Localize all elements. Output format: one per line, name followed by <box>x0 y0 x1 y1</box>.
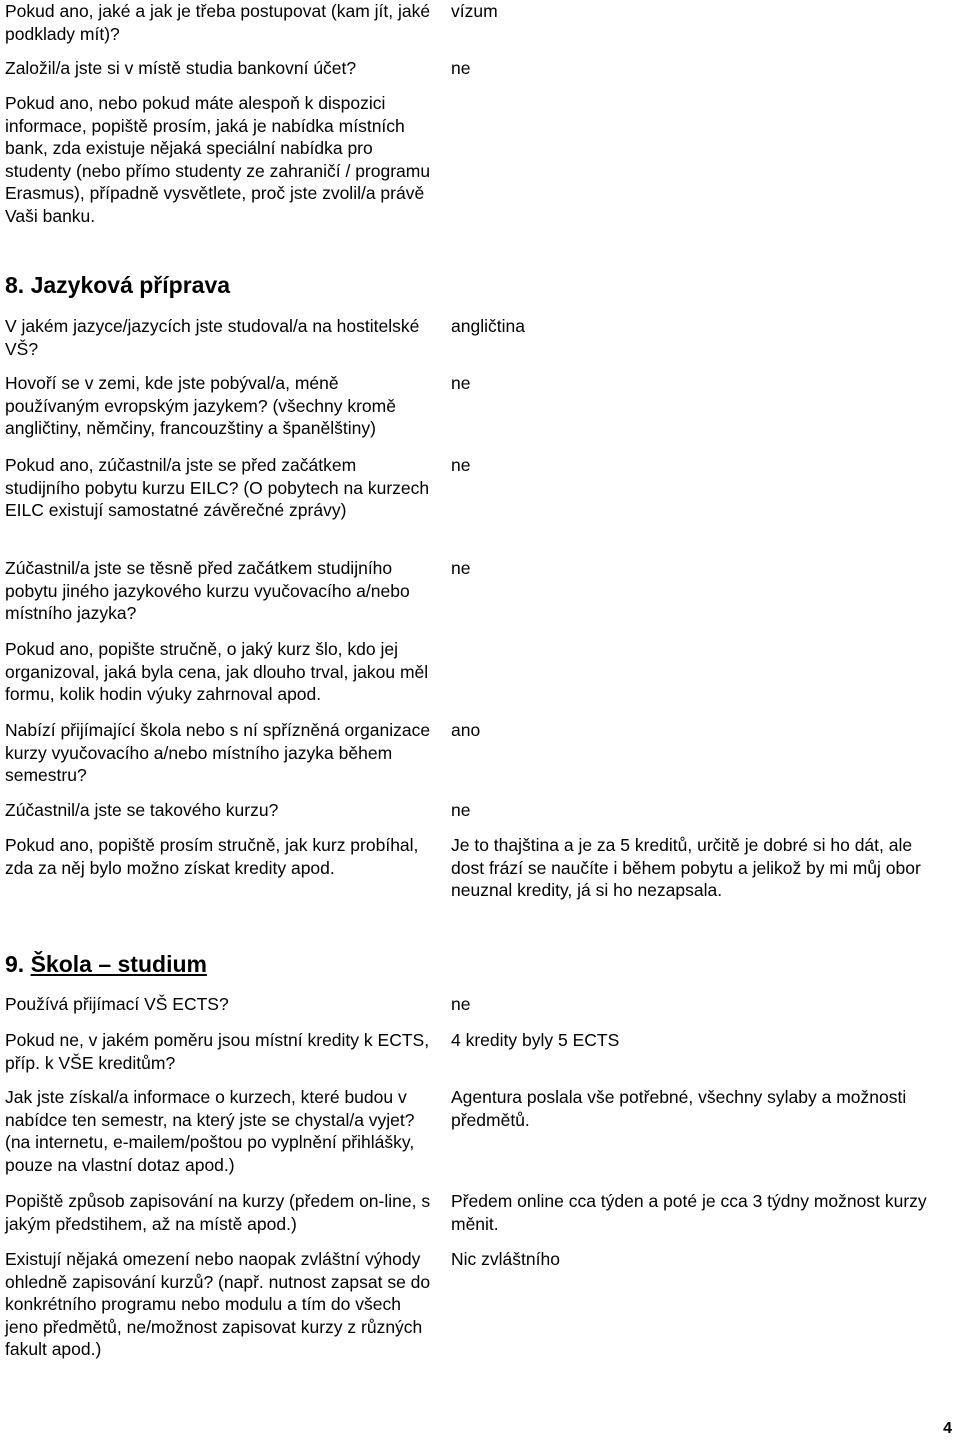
question-credit-ratio: Pokud ne, v jakém poměru jsou místní kredity k ECTS, příp. k VŠE kreditům? <box>5 1030 430 1073</box>
question-course-details: Pokud ano, popiště prosím stručně, jak kurz probíhal, zda za něj bylo možno získat kredity apod. <box>5 835 419 878</box>
question-eilc-course: Pokud ano, zúčastnil/a jste se před začátkem studijního pobytu kurzu EILC? (O pobytech na kurzech EILC existují samostatné závěrečné zprávy) <box>5 455 430 520</box>
question-bank-offer: Pokud ano, nebo pokud máte alespoň k dispozici informace, popiště prosím, jaká je nabídka místních bank, zda existuje nějaká speciální nabídka pro studenty (nebo přímo studenty ze zahraničí / programu Erasmus), případně vysvětlete, proč jste zvolil/a právě Vaši banku. <box>5 93 431 226</box>
answer-enrollment-method: Předem online cca týden a poté je cca 3 týdny možnost kurzy měnit. <box>451 1191 927 1234</box>
question-visa-procedure: Pokud ano, jaké a jak je třeba postupovat (kam jít, jaké podklady mít)? <box>5 1 431 44</box>
question-attended-course: Zúčastnil/a jste se takového kurzu? <box>5 800 279 820</box>
answer-semester-language-course: ano <box>451 720 481 740</box>
question-enrollment-method: Popiště způsob zapisování na kurzy (předem on-line, s jakým předstihem, až na místě apod.) <box>5 1191 431 1234</box>
question-other-language-course: Zúčastnil/a jste se těsně před začátkem studijního pobytu jiného jazykového kurzu vyučovacího a/nebo místního jazyka? <box>5 558 410 623</box>
answer-bank-account: ne <box>451 58 471 78</box>
answer-less-used-language: ne <box>451 373 471 393</box>
question-semester-language-course: Nabízí přijímající škola nebo s ní spřízněná organizace kurzy vyučovacího a/nebo místního jazyka během semestru? <box>5 720 431 785</box>
section-heading-school-text: Škola – studium <box>30 951 207 977</box>
question-course-description: Pokud ano, popište stručně, o jaký kurz šlo, kdo jej organizoval, jaká byla cena, jak dlouho trval, jakou měl formu, kolik hodin výuky zahrnoval apod. <box>5 639 429 704</box>
answer-credit-ratio: 4 kredity byly 5 ECTS <box>451 1030 620 1050</box>
answer-course-details: Je to thajština a je za 5 kreditů, určitě je dobré si ho dát, ale dost frází se naučíte i během pobytu a jelikož by mi můj obor neuznal kredity, já si ho nezapsala. <box>451 835 921 900</box>
question-bank-account: Založil/a jste si v místě studia bankovní účet? <box>5 58 357 78</box>
question-study-language: V jakém jazyce/jazycích jste studoval/a na hostitelské VŠ? <box>5 316 420 359</box>
question-less-used-language: Hovoří se v zemi, kde jste pobýval/a, méně používaným evropským jazykem? (všechny kromě angličtiny, němčiny, francouzštiny a španělštiny) <box>5 373 396 438</box>
section-heading-school-number: 9. <box>5 951 31 977</box>
answer-other-language-course: ne <box>451 558 471 578</box>
answer-course-info: Agentura poslala vše potřebné, všechny sylaby a možnosti předmětů. <box>451 1087 907 1130</box>
page-number: 4 <box>943 1420 952 1437</box>
answer-ects: ne <box>451 994 471 1014</box>
question-course-info: Jak jste získal/a informace o kurzech, které budou v nabídce ten semestr, na který jste se chystal/a vyjet? (na internetu, e-mailem/poštou po vyplnění přihlášky, pouze na vlastní dotaz apod.) <box>5 1087 415 1175</box>
question-ects: Používá přijímací VŠ ECTS? <box>5 994 229 1014</box>
answer-visa: vízum <box>451 1 498 21</box>
answer-attended-course: ne <box>451 800 471 820</box>
section-heading-school <box>5 950 207 978</box>
answer-eilc-course: ne <box>451 455 471 475</box>
question-enrollment-restrictions: Existují nějaká omezení nebo naopak zvláštní výhody ohledně zapisování kurzů? (např. nutnost zapsat se do konkrétního programu nebo modulu a tím do všech jeno předmětů, ne/možnost zapisovat kurzy z různých fakult apod.) <box>5 1249 431 1359</box>
section-heading-language: 8. Jazyková příprava <box>5 272 231 298</box>
answer-study-language: angličtina <box>451 316 525 336</box>
answer-enrollment-restrictions: Nic zvláštního <box>451 1249 560 1269</box>
